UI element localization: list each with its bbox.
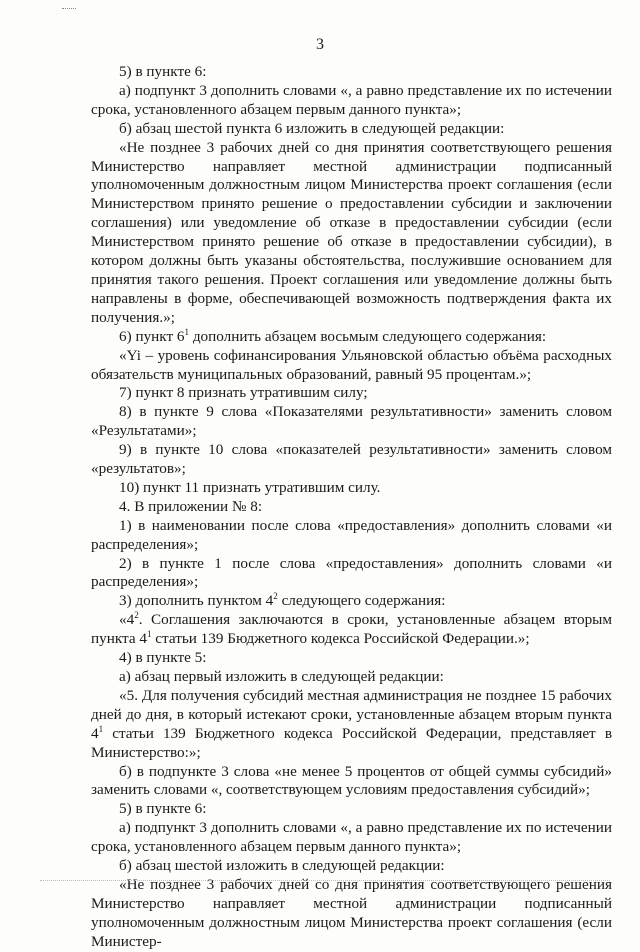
paragraph: «Не позднее 3 рабочих дней со дня принятия соответствующего решения Министерство направляет местной администрации подписанный уполномоченным должностным лицом Министерства проект соглашения (если Министерством принято решение о предоставлении субсидии и заключении соглашения) или уведомление об отказе в предоставлении субсидии (если Министерством принято решение об отказе в предоставлении субсидии), в котором должны быть указаны обстоятельства, послужившие основанием для принятия такого решения. Проект соглашения или уведомление должны быть направлены в форме, обеспечивающей возможность подтверждения факта их получения.»; bbox=[91, 138, 612, 326]
paragraph: «5. Для получения субсидий местная администрация не позднее 15 рабочих дней до дня, в который истекают сроки, установленные абзацем вторым пункта $4^1$ статьи 139 Бюджетного кодекса Российской Федерации, представляет в Министерство:»; bbox=[91, 686, 612, 761]
paragraph: б) абзац шестой пункта 6 изложить в следующей редакции: bbox=[119, 119, 505, 137]
paragraph: а) подпункт 3 дополнить словами «, а равно представление их по истечении срока, установленного абзацем первым данного пункта»; bbox=[91, 819, 612, 856]
paragraph: 8) в пункте 9 слова «Показателями результативности» заменить словом «Результатами»; bbox=[91, 403, 612, 440]
document-body bbox=[91, 63, 612, 952]
paragraph: 5) в пункте 6: bbox=[119, 800, 207, 818]
paragraph: 1) в наименовании после слова «предоставления» дополнить словами «и распределения»; bbox=[91, 516, 612, 553]
paragraph: 9) в пункте 10 слова «показателей результативности» заменить словом «результатов»; bbox=[91, 441, 612, 478]
paragraph: 5) в пункте 6: bbox=[119, 63, 207, 80]
paragraph: 6) пункт $6^1$ дополнить абзацем восьмым следующего содержания: bbox=[119, 326, 547, 345]
paragraph: «Yi – уровень софинансирования Ульяновской областью объёма расходных обязательств муниципальных образований, равный 95 процентам.»; bbox=[91, 346, 612, 383]
paragraph: «$4^2$. Соглашения заключаются в сроки, установленные абзацем вторым пункта $4^1$ статьи 139 Бюджетного кодекса Российской Федерации.»; bbox=[91, 610, 612, 648]
paragraph: б) абзац шестой изложить в следующей редакции: bbox=[119, 857, 445, 875]
paragraph: а) подпункт 3 дополнить словами «, а равно представление их по истечении срока, установленного абзацем первым данного пункта»; bbox=[91, 81, 612, 118]
paragraph: 4. В приложении № 8: bbox=[119, 497, 263, 515]
paragraph: 2) в пункте 1 после слова «предоставления» дополнить словами «и распределения»; bbox=[91, 554, 612, 591]
scan-artifact bbox=[62, 8, 76, 10]
paragraph: а) абзац первый изложить в следующей редакции: bbox=[119, 668, 444, 685]
paragraph: 3) дополнить пунктом $4^2$ следующего содержания: bbox=[119, 591, 446, 610]
paragraph: 7) пункт 8 признать утратившим силу; bbox=[119, 384, 368, 402]
paragraph: 10) пункт 11 признать утратившим силу. bbox=[119, 478, 381, 496]
paragraph: б) в подпункте 3 слова «не менее 5 процентов от общей суммы субсидий» заменить словами «, соответствующем условиям предоставления субсидий»; bbox=[91, 762, 612, 799]
scan-artifact-footer bbox=[40, 880, 610, 882]
paragraph: «Не позднее 3 рабочих дней со дня принятия соответствующего решения Министерство направляет местной администрации подписанный уполномоченным должностным лицом Министерства проект соглашения (если Министер- bbox=[91, 875, 612, 950]
paragraph: 4) в пункте 5: bbox=[119, 649, 207, 667]
page-number: 3 bbox=[316, 36, 324, 53]
